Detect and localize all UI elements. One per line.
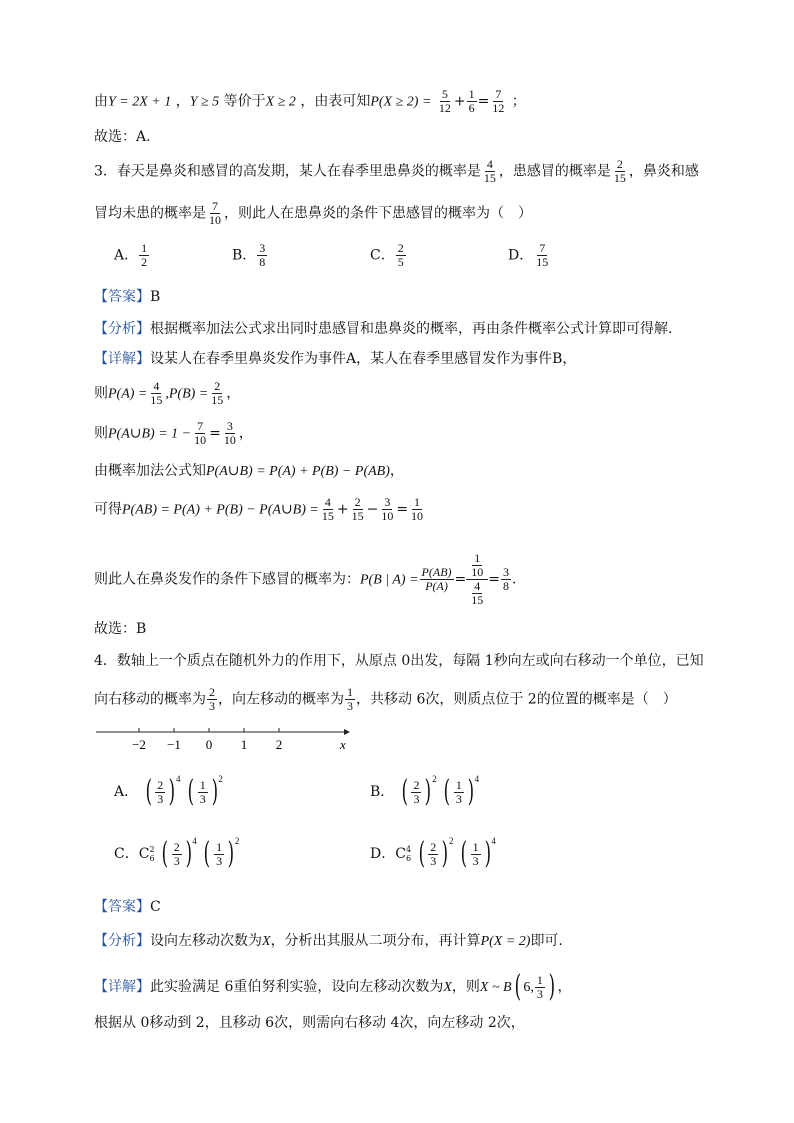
fraction: $\frac{7}{10}$ — [209, 199, 221, 227]
fraction: $\frac{2}{15}$ — [613, 157, 626, 185]
axis-arrow — [344, 729, 350, 735]
math-expr: Y ≥ 5 — [189, 94, 220, 110]
math-expr: Y = 2X + 1 — [108, 94, 172, 110]
q3-detail-line2: 则P(A∪B) = 1 − $\frac{7}{10}$ = $\frac{3}{10}$ ， — [94, 419, 253, 447]
fraction: $\frac{1}{6}$ — [468, 87, 475, 115]
q3-option-d: D． $\frac{7}{15}$ — [508, 241, 549, 269]
text: 由 — [94, 93, 108, 110]
analysis-tag: 【分析】 — [94, 933, 150, 949]
complex-fraction: $\frac{\frac{1}{10}}{\frac{4}{15}}$ — [466, 552, 488, 607]
q4-stem-line1: 4．数轴上一个质点在随机外力的作用下，从原点 0出发，每隔 1秒向左或向右移动一个单位，已知 — [94, 653, 704, 669]
q4-analysis: 【分析】设向左移动次数为X，分析出其服从二项分布，再计算P(X = 2)即可. — [94, 933, 563, 949]
q3-detail-line1: 则P(A) = $\frac{4}{15}$ ,P(B) = $\frac{2}{15}$ ， — [94, 379, 241, 407]
axis-tick-label: −2 — [132, 737, 146, 752]
analysis-tag: 【分析】 — [94, 321, 150, 337]
q4-detail-line1: 根据从 0移动到 2，且移动 6次，则需向右移动 4次，向左移动 2次， — [94, 1015, 525, 1031]
q3-detail-line4: 可得P(AB) = P(A) + P(B) − P(A∪B) = $\frac{4}{15}$ + $\frac{2}{15}$ − $\frac{3}{10}$ = $\frac{1}{10}$ — [94, 495, 424, 523]
answer-tag: 【答案】 — [94, 289, 150, 305]
q3-stem-line1: 3．春天是鼻炎和感冒的高发期，某人在春季里患鼻炎的概率是 $\frac{4}{15}$ ，患感冒的概率是 $\frac{2}{15}$ ，鼻炎和感 — [94, 157, 699, 185]
text: ； — [511, 93, 526, 110]
text: 等价于 — [223, 93, 266, 110]
detail-tag: 【详解】 — [94, 351, 150, 367]
fraction: $\frac{7}{12}$ — [492, 87, 505, 115]
text: ，由表可知 — [300, 93, 371, 110]
q3-detail-line3: 由概率加法公式知P(A∪B) = P(A) + P(B) − P(AB)， — [94, 463, 404, 479]
axis-tick-label: 1 — [240, 737, 248, 752]
text: ， — [175, 93, 190, 110]
q4-option-d: D．C 4 6 ( $\frac{2}{3}$ )$^2$ ( $\frac{1}{3}$ )$^4$ — [370, 836, 496, 871]
select-line: 故选：A. — [94, 129, 151, 145]
axis-tick-label: −1 — [167, 737, 181, 752]
axis-variable: x — [340, 737, 346, 752]
q4-answer: 【答案】C — [94, 899, 161, 915]
axis-tick-label: 0 — [205, 737, 213, 752]
answer-tag: 【答案】 — [94, 899, 150, 915]
q3-analysis: 【分析】根据概率加法公式求出同时患感冒和患鼻炎的概率，再由条件概率公式计算即可得解. — [94, 321, 673, 337]
q3-option-c: C． $\frac{2}{5}$ — [370, 241, 404, 269]
q3-detail: 【详解】设某人在春季里鼻炎发作为事件A，某人在春季里感冒发作为事件B， — [94, 351, 577, 367]
solution-line-prev: 由Y = 2X + 1 ，Y ≥ 5 等价于X ≥ 2 ，由表可知P(X ≥ 2) = $\frac{5}{12}$ + $\frac{1}{6}$ = $\frac{7}{12}$ ； — [94, 87, 526, 115]
q4-option-c: C．C 2 6 ( $\frac{2}{3}$ )$^4$ ( $\frac{1}{3}$ )$^2$ — [114, 836, 240, 871]
q4-stem-line2: 向右移动的概率为 $\frac{2}{3}$ ，向左移动的概率为 $\frac{1}{3}$ ，共移动 6次，则质点位于 2的位置的概率是（ ） — [94, 685, 677, 713]
q3-option-a: A． $\frac{1}{2}$ — [114, 241, 148, 269]
q4-option-a: A． ( $\frac{2}{3}$ )$^4$ ( $\frac{1}{3}$ )$^2$ — [114, 774, 223, 809]
q3-stem-line2: 冒均未患的概率是 $\frac{7}{10}$ ，则此人在患鼻炎的条件下患感冒的概率为（ ） — [94, 199, 532, 227]
fraction: $\frac{4}{15}$ — [483, 157, 496, 185]
axis-tick-label: 2 — [275, 737, 283, 752]
q3-detail-line5: 则此人在鼻炎发作的条件下感冒的概率为：P(B | A) = $\frac{P(AB)}{P(A)}$ = $\frac{\frac{1}{10}}{\frac{4}{15}}$ = $\frac{3}{8}$ . — [94, 551, 517, 607]
q3-select: 故选：B — [94, 621, 147, 637]
fraction: $\frac{5}{12}$ — [438, 87, 451, 115]
q3-option-b: B． $\frac{3}{8}$ — [232, 241, 266, 269]
math-expr: P(X ≥ 2) = — [370, 94, 432, 110]
detail-tag: 【详解】 — [94, 979, 150, 995]
q4-option-b: B． ( $\frac{2}{3}$ )$^2$ ( $\frac{1}{3}$ )$^4$ — [370, 774, 480, 809]
number-line — [94, 722, 364, 756]
q3-answer: 【答案】B — [94, 289, 161, 305]
math-expr: X ≥ 2 — [265, 94, 296, 110]
q4-detail: 【详解】此实验满足 6重伯努利实验，设向左移动次数为X，则X ~ B( 6, $\frac{1}{3}$ ) ， — [94, 969, 572, 1004]
